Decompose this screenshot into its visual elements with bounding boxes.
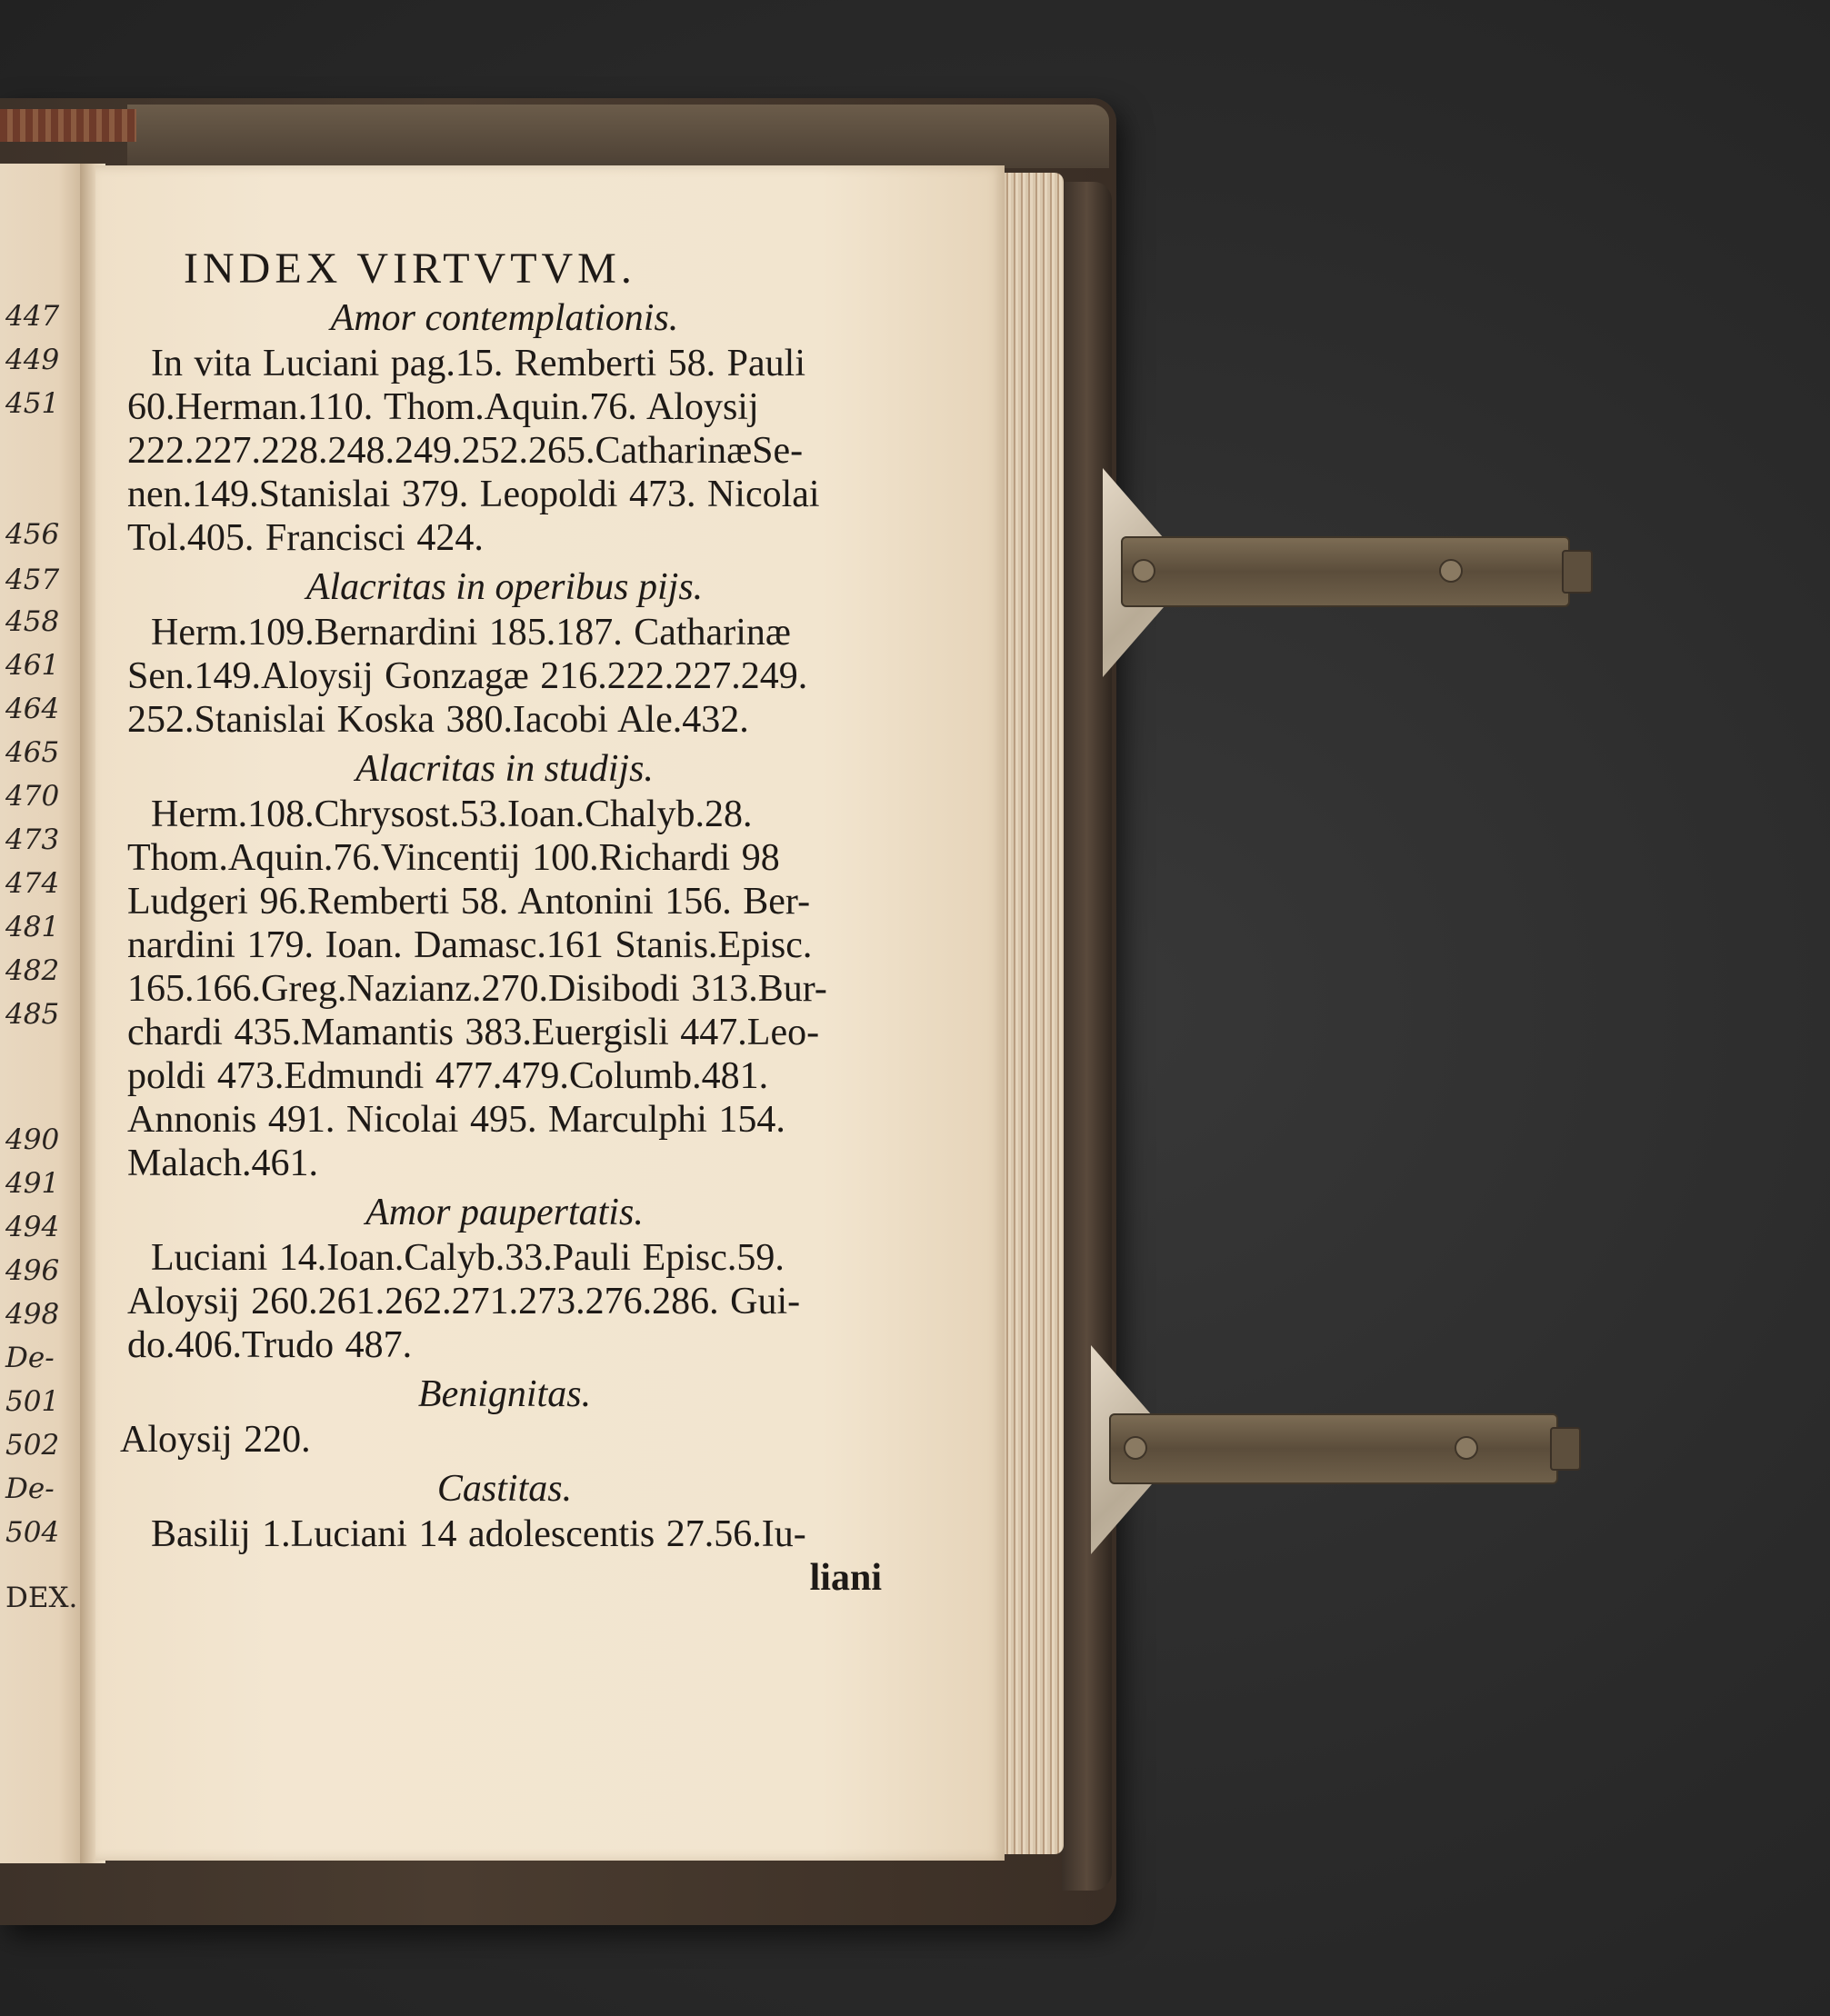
margin-number: De-	[5, 1342, 55, 1374]
entry-line: 252.Stanislai Koska 380.Iacobi Ale.432.	[127, 699, 749, 741]
entry-line: do.406.Trudo 487.	[127, 1324, 413, 1366]
entry-line: 60.Herman.110. Thom.Aquin.76. Aloysij	[127, 386, 759, 428]
section-heading: Alacritas in operibus pijs.	[305, 566, 704, 608]
rivet-icon	[1439, 559, 1463, 583]
clasp-hook	[1562, 550, 1593, 594]
fore-edge-board	[1062, 182, 1112, 1891]
section-heading: Alacritas in studijs.	[355, 748, 654, 790]
margin-number: 473	[5, 823, 60, 856]
entry-line: poldi 473.Edmundi 477.479.Columb.481.	[127, 1055, 769, 1097]
section-heading: Amor paupertatis.	[365, 1192, 644, 1233]
entry-line: Sen.149.Aloysij Gonzagæ 216.222.227.249.	[127, 655, 808, 697]
margin-number: 456	[5, 518, 60, 551]
catchword: liani	[809, 1557, 882, 1599]
margin-number: 501	[5, 1385, 60, 1418]
section-heading: Benignitas.	[417, 1373, 592, 1415]
margin-number: 465	[5, 736, 60, 769]
page-title: INDEX VIRTVTVM.	[184, 245, 636, 293]
entry-line: Luciani 14.Ioan.Calyb.33.Pauli Episc.59.	[151, 1237, 785, 1279]
clasp-strap	[1121, 536, 1570, 607]
margin-number: 481	[5, 911, 60, 943]
margin-number: DEX.	[5, 1582, 78, 1614]
margin-number: 474	[5, 867, 60, 900]
entry-line: 165.166.Greg.Nazianz.270.Disibodi 313.Bur-	[127, 968, 827, 1010]
entry-line: Aloysij 220.	[120, 1419, 311, 1461]
entry-line: Aloysij 260.261.262.271.273.276.286. Gui-	[127, 1281, 801, 1322]
margin-number: 451	[5, 387, 60, 420]
margin-number: 502	[5, 1429, 60, 1462]
margin-number: 485	[5, 998, 60, 1031]
rivet-icon	[1132, 559, 1155, 583]
margin-number: De-	[5, 1472, 55, 1505]
entry-line: Thom.Aquin.76.Vincentij 100.Richardi 98	[127, 837, 780, 879]
margin-number: 461	[5, 649, 60, 682]
margin-number: 458	[5, 605, 60, 638]
margin-number: 470	[5, 780, 60, 813]
section-heading: Amor contemplationis.	[330, 297, 679, 339]
entry-line: 222.227.228.248.249.252.265.CatharinæSe-	[127, 430, 804, 472]
entry-line: Basilij 1.Luciani 14 adolescentis 27.56.Iu-	[151, 1513, 806, 1555]
margin-number: 491	[5, 1167, 60, 1200]
margin-number: 447	[5, 300, 60, 333]
clasp-strap	[1109, 1413, 1558, 1484]
entry-line: Malach.461.	[127, 1143, 318, 1184]
entry-line: Ludgeri 96.Remberti 58. Antonini 156. Ber-	[127, 881, 811, 923]
margin-number: 457	[5, 564, 60, 596]
rivet-icon	[1455, 1436, 1478, 1460]
clasp-hook	[1550, 1427, 1581, 1471]
margin-number: 464	[5, 693, 60, 725]
margin-number: 490	[5, 1123, 60, 1156]
rivet-icon	[1124, 1436, 1147, 1460]
left-page-margin-numbers	[0, 300, 84, 1663]
cover-top-edge	[127, 105, 1109, 168]
upper-clasp	[1103, 468, 1594, 686]
index-text-block	[120, 245, 882, 1600]
entry-line: nen.149.Stanislai 379. Leopoldi 473. Nicolai	[127, 474, 820, 515]
section-heading: Castitas.	[436, 1468, 573, 1510]
margin-number: 482	[5, 954, 60, 987]
margin-number: 504	[5, 1516, 60, 1549]
headband	[0, 109, 136, 142]
entry-line: In vita Luciani pag.15. Remberti 58. Pauli	[151, 343, 806, 384]
entry-line: Annonis 491. Nicolai 495. Marculphi 154.	[127, 1099, 785, 1141]
entry-line: Herm.109.Bernardini 185.187. Catharinæ	[151, 612, 791, 654]
margin-number: 449	[5, 344, 60, 376]
margin-number: 498	[5, 1298, 60, 1331]
entry-line: Tol.405. Francisci 424.	[127, 517, 484, 559]
margin-number: 494	[5, 1211, 60, 1243]
entry-line: nardini 179. Ioan. Damasc.161 Stanis.Episc.	[127, 924, 813, 966]
entry-line: chardi 435.Mamantis 383.Euergisli 447.Leo-	[127, 1012, 820, 1053]
lower-clasp	[1091, 1345, 1582, 1563]
margin-number: 496	[5, 1254, 60, 1287]
entry-line: Herm.108.Chrysost.53.Ioan.Chalyb.28.	[151, 793, 753, 835]
